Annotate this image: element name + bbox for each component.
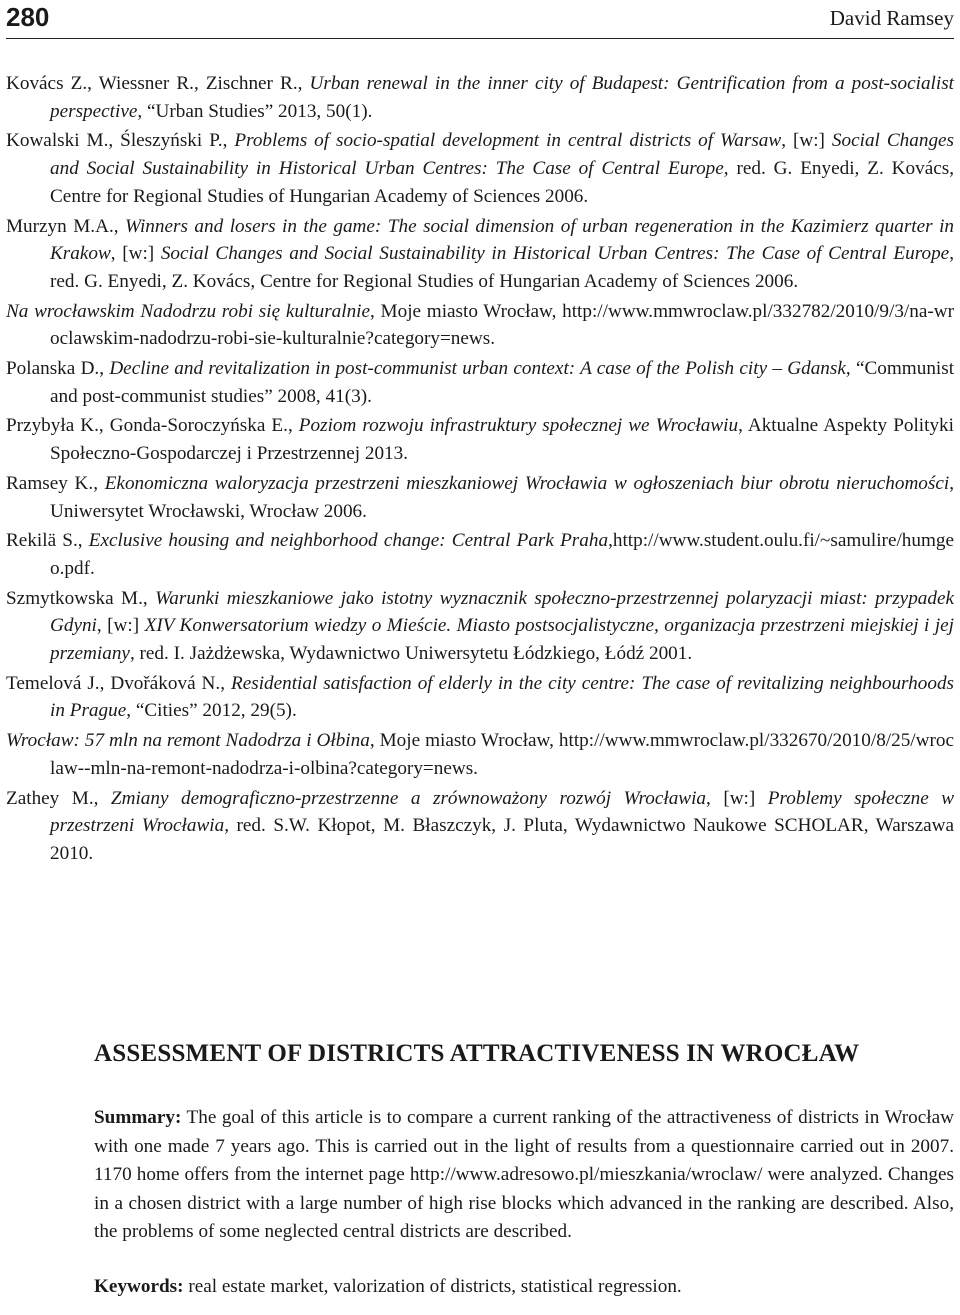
summary-label: Summary: bbox=[94, 1107, 182, 1128]
ref-authors: Przybyła K., Gonda-Soroczyńska E. bbox=[6, 415, 288, 437]
ref-title: Problems of socio-spatial development in central districts of Warsaw bbox=[234, 130, 782, 152]
ref-rest: red. I. Jażdżewska, Wydawnictwo Uniwersytetu Łódzkiego, Łódź 2001. bbox=[139, 643, 693, 665]
ref-authors: Ramsey K. bbox=[6, 472, 94, 494]
ref-rest: “Urban Studies” 2013, 50(1). bbox=[146, 100, 373, 122]
reference-item: Ramsey K., Ekonomiczna waloryzacja przestrzeni mieszkaniowej Wrocławia w ogłoszeniach biur obrotu nieruchomości, Uniwersytet Wrocławski, Wrocław 2006. bbox=[6, 472, 955, 522]
ref-rest: Moje miasto Wrocław, http://www.mmwroclaw.pl/332670/2010/8/25/wroclaw--mln-na-remont-nadodrza-i-olbina?category=news. bbox=[50, 730, 954, 779]
ref-title: Decline and revitalization in post-communist urban context: A case of the Polish city – Gdansk bbox=[109, 358, 846, 380]
ref-authors: Rekilä S. bbox=[6, 530, 78, 552]
running-head-author: David Ramsey bbox=[829, 6, 954, 30]
ref-in: [w:] bbox=[792, 130, 825, 152]
reference-item: Murzyn M.A., Winners and losers in the game: The social dimension of urban regeneration in the Kazimierz quarter in Krakow, [w:] Social Changes and Social Sustainability in Historical Urban Centres: The Case of Central Europe, red. G. Enyedi, Z. Kovács, Centre for Regional Studies of Hungarian Academy of Sciences 2006. bbox=[6, 215, 955, 292]
reference-item: Polanska D., Decline and revitalization in post-communist urban context: A case of the Polish city – Gdansk, “Communist and post-communist studies” 2008, 41(3). bbox=[6, 358, 955, 407]
reference-item: Rekilä S., Exclusive housing and neighborhood change: Central Park Praha,http://www.student.oulu.fi/~samulire/humgeo.pdf. bbox=[6, 530, 955, 579]
ref-rest: red. G. Enyedi, Z. Kovács, Centre for Regional Studies of Hungarian Academy of Sciences 2006. bbox=[50, 270, 799, 292]
ref-book: XIV Konwersatorium wiedzy o Mieście. Miasto postsocjalistyczne, organizacja przestrzeni miejskiej i jej przemiany bbox=[50, 615, 955, 665]
ref-rest: Aktualne Aspekty Polityki Społeczno-Gospodarczej i Przestrzennej 2013. bbox=[50, 415, 954, 465]
ref-in: [w:] bbox=[107, 615, 140, 637]
ref-title: Wrocław: 57 mln na remont Nadodrza i Ołbina bbox=[6, 730, 370, 752]
reference-item: Wrocław: 57 mln na remont Nadodrza i Ołbina, Moje miasto Wrocław, http://www.mmwroclaw.pl/332670/2010/8/25/wroclaw--mln-na-remont-nadodrza-i-olbina?category=news. bbox=[6, 730, 954, 779]
ref-in: [w:] bbox=[122, 243, 155, 265]
ref-rest: Uniwersytet Wrocławski, Wrocław 2006. bbox=[50, 500, 367, 522]
ref-authors: Temelová J., Dvořáková N. bbox=[6, 672, 221, 694]
ref-title: Winners and losers in the game: The social dimension of urban regeneration in the Kazimierz quarter in Krakow bbox=[50, 215, 955, 265]
ref-title: Warunki mieszkaniowe jako istotny wyznacznik społeczno-przestrzennej polaryzacji miast: przypadek Gdyni bbox=[50, 587, 955, 637]
ref-title: Zmiany demograficzno-przestrzenne a zrównoważony rozwój Wrocławia bbox=[110, 787, 707, 809]
ref-authors: Szmytkowska M. bbox=[6, 587, 143, 609]
ref-book: Social Changes and Social Sustainability in Historical Urban Centres: The Case of Central Europe bbox=[50, 130, 955, 180]
reference-item: Szmytkowska M., Warunki mieszkaniowe jako istotny wyznacznik społeczno-przestrzennej polaryzacji miast: przypadek Gdyni, [w:] XIV Konwersatorium wiedzy o Mieście. Miasto postsocjalistyczne, organizacja przestrzeni miejskiej i jej przemiany, red. I. Jażdżewska, Wydawnictwo Uniwersytetu Łódzkiego, Łódź 2001. bbox=[6, 587, 955, 665]
reference-item: Kowalski M., Śleszyński P., Problems of socio-spatial development in central districts of Warsaw, [w:] Social Changes and Social Sustainability in Historical Urban Centres: The Case of Central Europe, red. G. Enyedi, Z. Kovács, Centre for Regional Studies of Hungarian Academy of Sciences 2006. bbox=[6, 130, 955, 207]
ref-book: Problemy społeczne w przestrzeni Wrocławia bbox=[50, 787, 955, 837]
ref-title: Na wrocławskim Nadodrzu robi się kulturalnie bbox=[6, 300, 371, 322]
ref-authors: Polanska D. bbox=[6, 358, 100, 380]
page-header bbox=[6, 0, 954, 39]
ref-rest: Moje miasto Wrocław, http://www.mmwroclaw.pl/332782/2010/9/3/na-wroclawskim-nadodrzu-robi-sie-kulturalnie?category=news. bbox=[50, 300, 954, 350]
ref-rest: “Communist and post-communist studies” 2008, 41(3). bbox=[50, 358, 955, 407]
article-title: ASSESSMENT OF DISTRICTS ATTRACTIVENESS IN WROCŁAW bbox=[94, 1040, 860, 1067]
ref-rest: “Cities” 2012, 29(5). bbox=[135, 700, 297, 722]
ref-title: Exclusive housing and neighborhood change: Central Park Praha bbox=[88, 530, 609, 552]
ref-title: Residential satisfaction of elderly in the city centre: The case of revitalizing neighbourhoods in Prague bbox=[50, 672, 955, 722]
ref-authors: Murzyn M.A. bbox=[6, 215, 114, 237]
ref-authors: Zathey M. bbox=[6, 787, 94, 809]
keywords-label: Keywords: bbox=[94, 1275, 184, 1297]
ref-book: Social Changes and Social Sustainability in Historical Urban Centres: The Case of Central Europe bbox=[160, 243, 950, 265]
reference-item: Kovács Z., Wiessner R., Zischner R., Urban renewal in the inner city of Budapest: Gentrification from a post-socialist perspective, “Urban Studies” 2013, 50(1). bbox=[6, 73, 954, 122]
ref-rest: red. G. Enyedi, Z. Kovács, Centre for Regional Studies of Hungarian Academy of Sciences 2006. bbox=[50, 158, 954, 207]
keywords-text: real estate market, valorization of districts, statistical regression. bbox=[188, 1275, 682, 1297]
ref-authors: Kowalski M., Śleszyński P. bbox=[6, 130, 223, 152]
ref-title: Ekonomiczna waloryzacja przestrzeni mieszkaniowej Wrocławia w ogłoszeniach biur obrotu nieruchomości bbox=[104, 472, 950, 494]
ref-title: Urban renewal in the inner city of Budapest: Gentrification from a post-socialist perspective bbox=[50, 73, 954, 122]
summary-text: The goal of this article is to compare a current ranking of the attractiveness of districts in Wrocław with one made 7 years ago. This is carried out in the light of results from a questionnaire carried out in 2007. 1170 home offers from the internet page http://www.adresowo.pl/mieszkania/wroclaw/ were analyzed. Changes in a chosen district with a large number of high rise blocks which advanced in the ranking are described. Also, the problems of some neglected central districts are described. bbox=[94, 1107, 954, 1242]
reference-list bbox=[6, 70, 954, 870]
summary-paragraph bbox=[94, 1104, 954, 1247]
reference-item: Temelová J., Dvořáková N., Residential satisfaction of elderly in the city centre: The case of revitalizing neighbourhoods in Prague, “Cities” 2012, 29(5). bbox=[6, 672, 955, 722]
reference-item: Zathey M., Zmiany demograficzno-przestrzenne a zrównoważony rozwój Wrocławia, [w:] Problemy społeczne w przestrzeni Wrocławia, red. S.W. Kłopot, M. Błaszczyk, J. Pluta, Wydawnictwo Naukowe SCHOLAR, Warszawa 2010. bbox=[6, 787, 955, 864]
ref-authors: Kovács Z., Wiessner R., Zischner R. bbox=[6, 73, 298, 94]
ref-rest: red. S.W. Kłopot, M. Błaszczyk, J. Pluta, Wydawnictwo Naukowe SCHOLAR, Warszawa 2010. bbox=[50, 815, 955, 864]
page-number: 280 bbox=[6, 2, 50, 32]
ref-title: Poziom rozwoju infrastruktury społecznej we Wrocławiu bbox=[298, 415, 739, 437]
english-summary-section bbox=[94, 1040, 954, 1301]
keywords-paragraph bbox=[94, 1273, 954, 1301]
ref-rest: http://www.student.oulu.fi/~samulire/humgeo.pdf. bbox=[50, 530, 955, 579]
reference-item: Na wrocławskim Nadodrzu robi się kulturalnie, Moje miasto Wrocław, http://www.mmwroclaw.pl/332782/2010/9/3/na-wroclawskim-nadodrzu-robi-sie-kulturalnie?category=news. bbox=[6, 300, 954, 350]
ref-in: [w:] bbox=[723, 787, 756, 809]
reference-item: Przybyła K., Gonda-Soroczyńska E., Poziom rozwoju infrastruktury społecznej we Wrocławiu, Aktualne Aspekty Polityki Społeczno-Gospodarczej i Przestrzennej 2013. bbox=[6, 415, 954, 465]
